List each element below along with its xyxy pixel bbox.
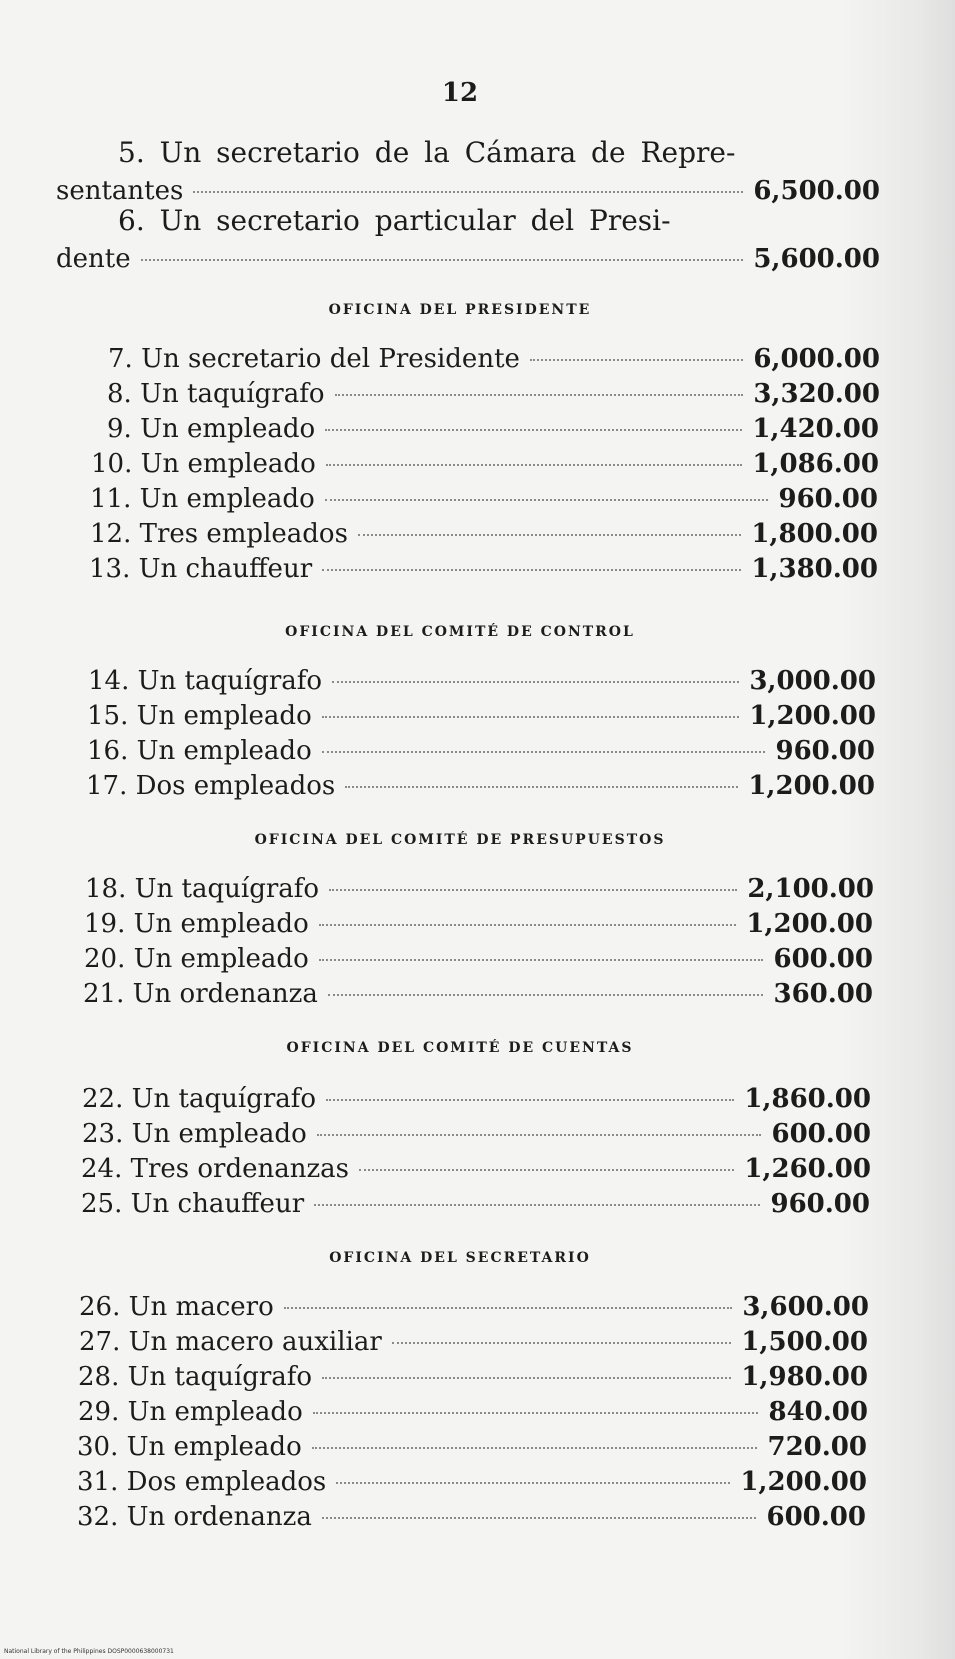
budget-row [78,1397,868,1431]
budget-row [84,944,873,978]
dot-leader [336,1482,730,1484]
row-amount: 1,200.00 [748,771,875,801]
dot-leader [325,499,769,501]
row-label: 10. Un empleado [91,449,316,479]
budget-row [79,1292,869,1326]
budget-row [79,1327,868,1361]
dot-leader [358,534,741,536]
row-label: 7. Un secretario del Presidente [108,344,520,374]
budget-row [88,666,876,700]
row-amount: 1,420.00 [752,414,879,444]
budget-row [86,771,875,805]
dot-leader [322,716,740,718]
budget-row [82,1084,871,1118]
dot-leader [284,1307,733,1309]
section-heading: OFICINA DEL SECRETARIO [329,1250,591,1266]
budget-row [89,554,878,588]
dot-leader [332,681,739,683]
budget-row [90,519,878,553]
budget-row [90,484,878,518]
row-amount: 1,980.00 [741,1362,868,1392]
row-amount: 960.00 [775,736,875,766]
dot-leader [322,569,741,571]
dot-leader [345,786,738,788]
dot-leader [313,1412,759,1414]
section-heading: OFICINA DEL COMITÉ DE CUENTAS [286,1040,634,1056]
row-label: 26. Un macero [79,1292,274,1322]
row-label: 13. Un chauffeur [89,554,313,584]
budget-row [81,1154,871,1188]
dot-leader [141,259,744,261]
section-heading: OFICINA DEL COMITÉ DE CONTROL [285,624,635,640]
row-label: 19. Un empleado [84,909,309,939]
section-heading: OFICINA DEL COMITÉ DE PRESUPUESTOS [254,832,666,848]
row-amount: 720.00 [767,1432,867,1462]
row-amount: 1,200.00 [749,701,876,731]
dot-leader [325,429,742,431]
budget-row [107,379,880,413]
row-amount: 5,600.00 [753,244,880,274]
budget-row [77,1432,867,1466]
row-label: sentantes [56,176,184,206]
row-amount: 1,860.00 [744,1084,871,1114]
page-number: 12 [441,78,479,108]
row-amount: 600.00 [771,1119,871,1149]
row-amount: 360.00 [773,979,873,1009]
dot-leader [359,1169,734,1171]
dot-leader [312,1447,758,1449]
row-label: 20. Un empleado [84,944,309,974]
entry-first-line: 5. Un secretario de la Cámara de Repre- [118,136,736,169]
row-label: 23. Un empleado [82,1119,307,1149]
budget-row [87,736,875,770]
dot-leader [319,959,764,961]
row-label: 30. Un empleado [77,1432,302,1462]
dot-leader [329,889,737,891]
row-label: 32. Un ordenanza [77,1502,312,1532]
budget-row [77,1467,867,1501]
row-amount: 1,260.00 [744,1154,871,1184]
row-amount: 600.00 [766,1502,866,1532]
budget-row [107,414,879,448]
row-label: 31. Dos empleados [77,1467,327,1497]
dot-leader [317,1134,762,1136]
row-amount: 600.00 [773,944,873,974]
row-label: 11. Un empleado [90,484,315,514]
budget-row [84,909,873,943]
budget-row [85,874,874,908]
entry-first-line: 6. Un secretario particular del Presi- [118,204,671,237]
row-label: dente [56,244,131,274]
row-amount: 960.00 [770,1189,870,1219]
budget-row [81,1189,870,1223]
row-label: 17. Dos empleados [86,771,336,801]
section-heading: OFICINA DEL PRESIDENTE [328,302,592,318]
dot-leader [326,1099,734,1101]
budget-row [108,344,880,378]
dot-leader [322,1377,731,1379]
row-amount: 1,200.00 [746,909,873,939]
budget-row [83,979,873,1013]
row-amount: 1,800.00 [751,519,878,549]
budget-row [77,1502,866,1536]
dot-leader [314,1204,760,1206]
row-amount: 6,500.00 [753,176,880,206]
dot-leader [326,464,743,466]
row-amount: 1,086.00 [752,449,879,479]
row-label: 29. Un empleado [78,1397,303,1427]
budget-row [91,449,879,483]
row-label: 18. Un taquígrafo [85,874,320,904]
row-label: 22. Un taquígrafo [82,1084,317,1114]
dot-leader [319,924,737,926]
row-label: 16. Un empleado [87,736,312,766]
budget-row [87,701,876,735]
row-amount: 840.00 [768,1397,868,1427]
row-label: 21. Un ordenanza [83,979,318,1009]
budget-row [78,1362,868,1396]
row-amount: 1,200.00 [740,1467,867,1497]
row-label: 9. Un empleado [107,414,316,444]
row-amount: 1,380.00 [751,554,878,584]
row-amount: 3,000.00 [749,666,876,696]
row-amount: 1,500.00 [741,1327,868,1357]
dot-leader [322,1517,757,1519]
budget-row [56,244,880,278]
row-label: 8. Un taquígrafo [107,379,325,409]
dot-leader [335,394,744,396]
row-amount: 2,100.00 [747,874,874,904]
row-amount: 3,600.00 [742,1292,869,1322]
dot-leader [328,994,764,996]
row-amount: 3,320.00 [753,379,880,409]
dot-leader [392,1342,732,1344]
row-label: 25. Un chauffeur [81,1189,305,1219]
row-amount: 6,000.00 [753,344,880,374]
row-label: 28. Un taquígrafo [78,1362,313,1392]
row-amount: 960.00 [778,484,878,514]
row-label: 24. Tres ordenanzas [81,1154,350,1184]
row-label: 27. Un macero auxiliar [79,1327,382,1357]
dot-leader [322,751,766,753]
budget-row [82,1119,871,1153]
row-label: 12. Tres empleados [90,519,348,549]
row-label: 15. Un empleado [87,701,312,731]
dot-leader [193,191,743,193]
row-label: 14. Un taquígrafo [88,666,323,696]
scan-footer: National Library of the Philippines DOSP0000638000731 [4,1648,174,1655]
dot-leader [530,359,743,361]
